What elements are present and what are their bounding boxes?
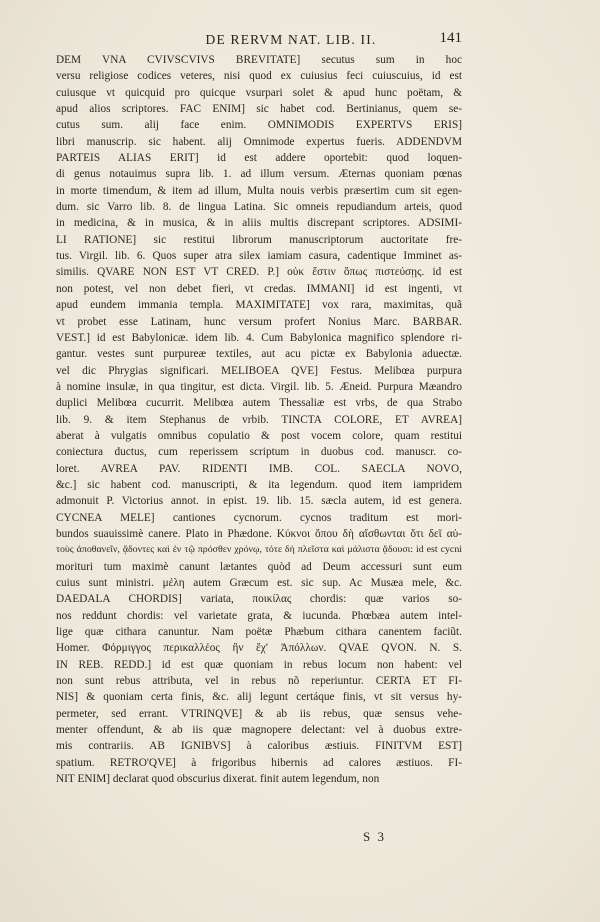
text-line: aberat à vulgatis omnibus copulatio & post vocem colore, quam restitui	[56, 429, 462, 442]
text-line: apud eundem immania templa. MAXIMITATE] vox rara, maximitas, quã	[56, 299, 462, 312]
text-line: vel dic Phrygias significari. MELIBOEA QVE] Festus. Melibœa purpura	[56, 364, 462, 377]
text-line: à nomine insulæ, in qua tingitur, est dicta. Virgil. lib. 5. Æneid. Purpura Mæandro	[56, 380, 462, 393]
text-line: dum. sic Varro lib. 8. de lingua Latina. Sic omneis repudiandum arteis, quod	[56, 201, 462, 214]
text-line: τοὺς ἀποθανεῖν, ᾄδοντες καὶ ἐν τῷ πρόσθεν χρόνῳ, τότε δὴ πλεῖστα καὶ μάλιστα ᾄδουσι: id est cycni	[56, 544, 462, 556]
text-line: menter offendunt, & ab iis quæ magnopere delectant: vel à duobus extre-	[56, 724, 462, 737]
commentary-text	[56, 52, 462, 787]
text-line: versu religiose codices veteres, nisi quod ex cuiusius feci cuiuscuius, id est	[56, 70, 462, 83]
text-line: loret. AVREA PAV. RIDENTI IMB. COL. SAECLA NOVO,	[56, 462, 462, 475]
text-line: permeter, sed errant. VTRINQVE] & ab iis rebus, quæ sensus vehe-	[56, 707, 462, 720]
text-line: non sunt rebus attributa, vel in rebus nõ reperiuntur. CERTA ET FI-	[56, 675, 462, 688]
text-line: in morte timendum, & item ad illum, Multa nouis verbis præsertim cum sit egen-	[56, 184, 462, 197]
text-line: in medicina, & in musica, & in aliis multis discrepant scriptores. ADSIMI-	[56, 217, 462, 230]
text-line: &c.] sic habent cod. manuscripti, & ita legendum. quod item iampridem	[56, 478, 462, 491]
text-line: lib. 9. & item Stephanus de vrbib. TINCTA COLORE, ET AVREA]	[56, 413, 462, 426]
text-line: VEST.] id est Babylonicæ. idem lib. 4. Cum Babylonica magnifico splendore ri-	[56, 331, 462, 344]
text-line: spatium. RETRO'QVE] à frigoribus hibernis ad calores æstiuos. FI-	[56, 756, 462, 769]
text-line: DAEDALA CHORDIS] variata, ποικίλας chordis: quæ varios so-	[56, 593, 462, 606]
text-line: similis. QVARE NON EST VT CRED. P.] οὐκ ἔστιν ὅπως πιστεύσῃς. id est	[56, 266, 462, 279]
text-line: vt probet esse Latinam, hunc versum profert Nonius Marc. BARBAR.	[56, 315, 462, 328]
text-line: nos reddunt chordis: vel varietate grata, & iucunda. Phœbæa autem intel-	[56, 609, 462, 622]
text-line: PARTEIS ALIAS ERIT] id est addere oportebit: quod loquen-	[56, 152, 462, 165]
text-line: cuius sunt ministri. μέλη autem Græcum est. sic sup. Ac Musæa mele, &c.	[56, 577, 462, 589]
running-head: DE RERVM NAT. LIB. II.	[205, 32, 377, 47]
text-line: morituri tum maximè canunt lætantes quòd ad Deum accessuri sunt eum	[56, 560, 462, 573]
text-line: mis contrariis. AB IGNIBVS] à caloribus æstiuis. FINITVM EST]	[56, 740, 462, 753]
text-line: NIS] & quoniam certa finis, &c. alij legunt certáque finis, vt sit versus hy-	[56, 691, 462, 704]
text-line: IN REB. REDD.] id est quæ quoniam in rebus locum non habent: vel	[56, 658, 462, 671]
text-line: coniectura ductus, cum reperissem scriptum in duobus cod. manuscr. co-	[56, 446, 462, 459]
text-line: CYCNEA MELE] cantiones cycnorum. cycnos traditum est mori-	[56, 511, 462, 524]
text-line: non potest, vel non debet fieri, vt credas. IMMANI] id est ingenti, vt	[56, 282, 462, 295]
text-line: di genus notauimus supra lib. 1. ad illum versum. Æternas quoniam pœnas	[56, 168, 462, 181]
text-line: libri manuscrip. sic habent. alij Omnimode expertus fueris. ADDENDVM	[56, 135, 462, 148]
signature-mark: S 3	[363, 829, 386, 844]
text-line: LI RATIONE] sic restitui librorum manuscriptorum auctoritate fre-	[56, 233, 462, 246]
text-line: bundos suauissimè canere. Plato in Phædone. Κύκνοι ὅπου δὴ αἴσθωνται ὅτι δεῖ αὐ-	[56, 527, 462, 540]
text-line: lige quæ cithara canuntur. Nam poëtæ Phæbum cithara canentem faciũt.	[56, 626, 462, 639]
page-number: 141	[439, 30, 462, 46]
text-line: Homer. Φόρμιγγος περικαλλέος ἣν ἔχ' Ἀπόλλων. QVAE QVON. N. S.	[56, 642, 462, 655]
text-line: duplici Melibœa cucurrit. Melibœa autem Thessaliæ est vrbs, de qua Strabo	[56, 397, 462, 410]
text-line: NIT ENIM] declarat quod obscurius dixerat. finit autem legendum, non	[56, 773, 380, 786]
text-line: cutus sum. alij face enim. OMNIMODIS EXPERTVS ERIS]	[56, 119, 462, 132]
text-line: DEM VNA CVIVSCVIVS BREVITATE] secutus sum in hoc	[56, 54, 462, 66]
text-line: cuiusque vt quicquid pro quicque vsurpari solet & apud hunc poëtam, &	[56, 86, 462, 99]
text-line: apud alios scriptores. FAC ENIM] sic habet cod. Bertinianus, quem se-	[56, 103, 462, 116]
text-line: tus. Virgil. lib. 6. Quos super atra silex iamiam casura, cadentique Imminet as-	[56, 250, 462, 263]
text-line: admonuit P. Victorius annot. in epist. 19. lib. 15. sæcla autem, id est genera.	[56, 495, 462, 508]
text-line: gantur. vestes sunt purpureæ textiles, aut acu pictæ ex Babylonia aduectæ.	[56, 348, 462, 361]
